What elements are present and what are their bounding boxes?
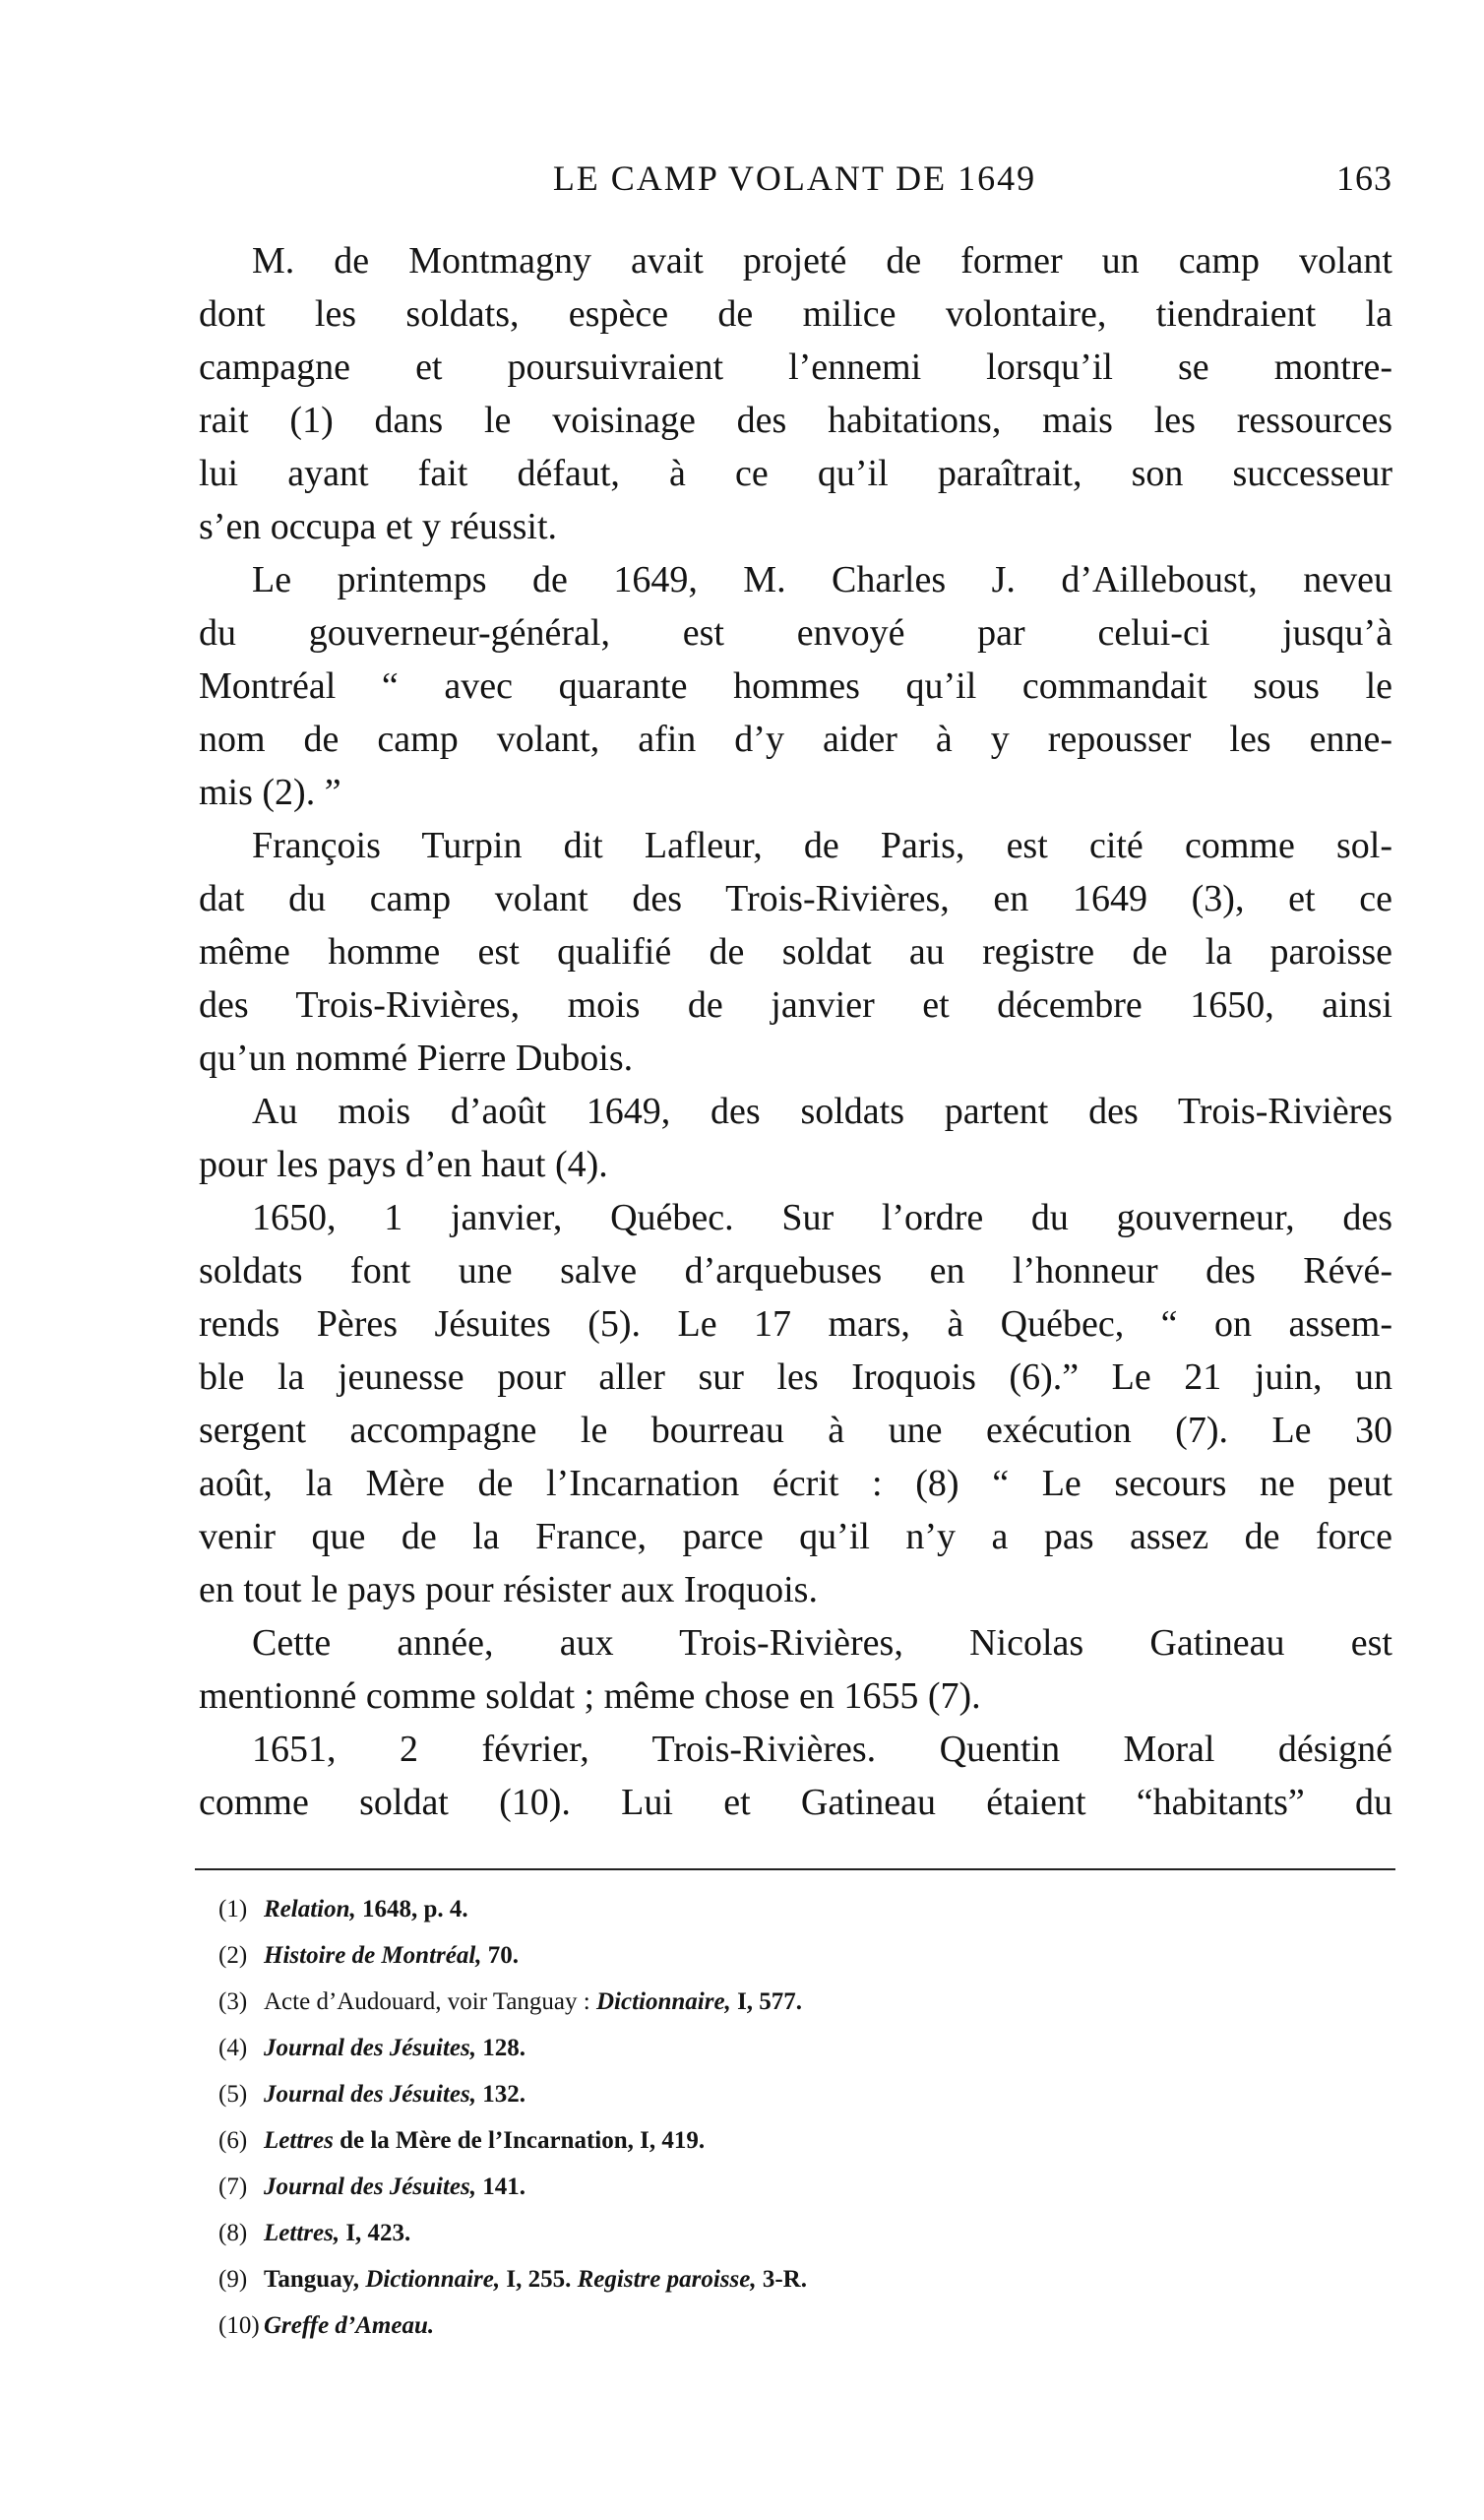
text-line: qu’un nommé Pierre Dubois. bbox=[199, 1038, 634, 1079]
text-line: s’en occupa et y réussit. bbox=[199, 506, 558, 547]
text-line: août, la Mère de l’Incarnation écrit : (8) “ Le secours ne peut bbox=[199, 1463, 1392, 1504]
footnote-reference: 132. bbox=[476, 2081, 526, 2108]
footnote bbox=[218, 2302, 1350, 2349]
footnote-number: (6) bbox=[218, 2127, 248, 2154]
text-line: lui ayant fait défaut, à ce qu’il paraîtrait, son successeur bbox=[199, 453, 1392, 494]
body-text bbox=[199, 234, 1392, 1829]
footnote bbox=[218, 1932, 1350, 1979]
text-line: dont les soldats, espèce de milice volontaire, tiendraient la bbox=[199, 293, 1392, 335]
footnote-title: Relation, bbox=[264, 1896, 356, 1922]
footnote bbox=[218, 2071, 1350, 2117]
footnote-reference: de la Mère de l’Incarnation, I, 419. bbox=[333, 2127, 706, 2154]
footnote-reference: 1648, p. 4. bbox=[355, 1896, 468, 1922]
page-number: 163 bbox=[1336, 158, 1392, 198]
footnote-reference: 141. bbox=[476, 2174, 526, 2200]
text-line: venir que de la France, parce qu’il n’y a pas assez de force bbox=[199, 1516, 1392, 1557]
text-line: nom de camp volant, afin d’y aider à y repousser les enne- bbox=[199, 719, 1392, 760]
text-line: rends Pères Jésuites (5). Le 17 mars, à Québec, “ on assem- bbox=[199, 1303, 1392, 1345]
text-line: Montréal “ avec quarante hommes qu’il commandait sous le bbox=[199, 665, 1392, 707]
text-line: mentionné comme soldat ; même chose en 1655 (7). bbox=[199, 1675, 981, 1717]
footnote-reference: I, 577. bbox=[730, 1988, 803, 2015]
text-line: Le printemps de 1649, M. Charles J. d’Ailleboust, neveu bbox=[252, 559, 1392, 600]
footnote-title: Registre paroisse, bbox=[577, 2266, 757, 2293]
text-line: mis (2). ” bbox=[199, 772, 341, 813]
footnote-title: Lettres bbox=[264, 2127, 334, 2154]
text-line: soldats font une salve d’arquebuses en l’honneur des Révé- bbox=[199, 1250, 1392, 1292]
footnote-reference: 70. bbox=[481, 1942, 520, 1969]
running-title: LE CAMP VOLANT DE 1649 bbox=[552, 158, 1037, 198]
text-line: en tout le pays pour résister aux Iroquois. bbox=[199, 1569, 818, 1610]
text-line: Cette année, aux Trois-Rivières, Nicolas Gatineau est bbox=[252, 1622, 1392, 1664]
footnote bbox=[218, 1979, 1350, 2025]
text-line: même homme est qualifié de soldat au registre de la paroisse bbox=[199, 931, 1392, 973]
footnote-reference: I, 423. bbox=[340, 2220, 411, 2246]
footnote-number: (9) bbox=[218, 2266, 248, 2293]
text-line: dat du camp volant des Trois-Rivières, en 1649 (3), et ce bbox=[199, 878, 1392, 919]
text-line: François Turpin dit Lafleur, de Paris, est cité comme sol- bbox=[252, 825, 1392, 866]
footnote bbox=[218, 2117, 1350, 2164]
footnote-reference: 3-R. bbox=[756, 2266, 807, 2293]
footnote-reference: 128. bbox=[476, 2035, 526, 2061]
footnote-title: Dictionnaire, bbox=[595, 1988, 731, 2015]
footnote bbox=[218, 2025, 1350, 2071]
footnote-reference: Tanguay, bbox=[264, 2266, 366, 2293]
footnote-title: Journal des Jésuites, bbox=[264, 2035, 477, 2061]
text-line: 1651, 2 février, Trois-Rivières. Quentin Moral désigné bbox=[252, 1729, 1392, 1770]
footnote-number: (7) bbox=[218, 2174, 248, 2200]
footnote-number: (10) bbox=[218, 2312, 260, 2339]
text-line: Au mois d’août 1649, des soldats partent des Trois-Rivières bbox=[252, 1091, 1392, 1132]
footnote-number: (2) bbox=[218, 1942, 248, 1969]
text-line: du gouverneur-général, est envoyé par celui-ci jusqu’à bbox=[199, 612, 1392, 654]
footnote bbox=[218, 2164, 1350, 2210]
text-line: des Trois-Rivières, mois de janvier et décembre 1650, ainsi bbox=[199, 984, 1392, 1026]
text-line: campagne et poursuivraient l’ennemi lorsqu’il se montre- bbox=[199, 346, 1392, 388]
footnote-title: Greffe d’Ameau. bbox=[264, 2312, 435, 2339]
footnote-title: Dictionnaire, bbox=[365, 2266, 501, 2293]
footnote-title: Journal des Jésuites, bbox=[264, 2081, 477, 2108]
footnote-number: (5) bbox=[218, 2081, 248, 2108]
text-line: M. de Montmagny avait projeté de former un camp volant bbox=[252, 240, 1392, 282]
text-line: sergent accompagne le bourreau à une exécution (7). Le 30 bbox=[199, 1410, 1392, 1451]
footnote-reference: Acte d’Audouard, voir Tanguay : bbox=[264, 1988, 596, 2015]
footnote-number: (8) bbox=[218, 2220, 248, 2246]
text-line: pour les pays d’en haut (4). bbox=[199, 1144, 608, 1185]
footnotes bbox=[218, 1886, 1350, 2349]
footnote-number: (1) bbox=[218, 1896, 248, 1922]
footnote-divider bbox=[195, 1868, 1395, 1870]
text-line: ble la jeunesse pour aller sur les Iroquois (6).” Le 21 juin, un bbox=[199, 1356, 1392, 1398]
footnote-title: Lettres, bbox=[264, 2220, 340, 2246]
footnote-title: Histoire de Montréal, bbox=[264, 1942, 482, 1969]
footnote-number: (4) bbox=[218, 2035, 248, 2061]
footnote-title: Journal des Jésuites, bbox=[264, 2174, 477, 2200]
footnote-reference: I, 255. bbox=[500, 2266, 578, 2293]
text-line: comme soldat (10). Lui et Gatineau étaient “habitants” du bbox=[199, 1782, 1392, 1823]
text-line: 1650, 1 janvier, Québec. Sur l’ordre du gouverneur, des bbox=[252, 1197, 1392, 1238]
footnote bbox=[218, 2256, 1350, 2302]
running-head bbox=[197, 158, 1392, 207]
footnote bbox=[218, 1886, 1350, 1932]
text-line: rait (1) dans le voisinage des habitations, mais les ressources bbox=[199, 400, 1392, 441]
footnote bbox=[218, 2210, 1350, 2256]
footnote-number: (3) bbox=[218, 1988, 248, 2015]
